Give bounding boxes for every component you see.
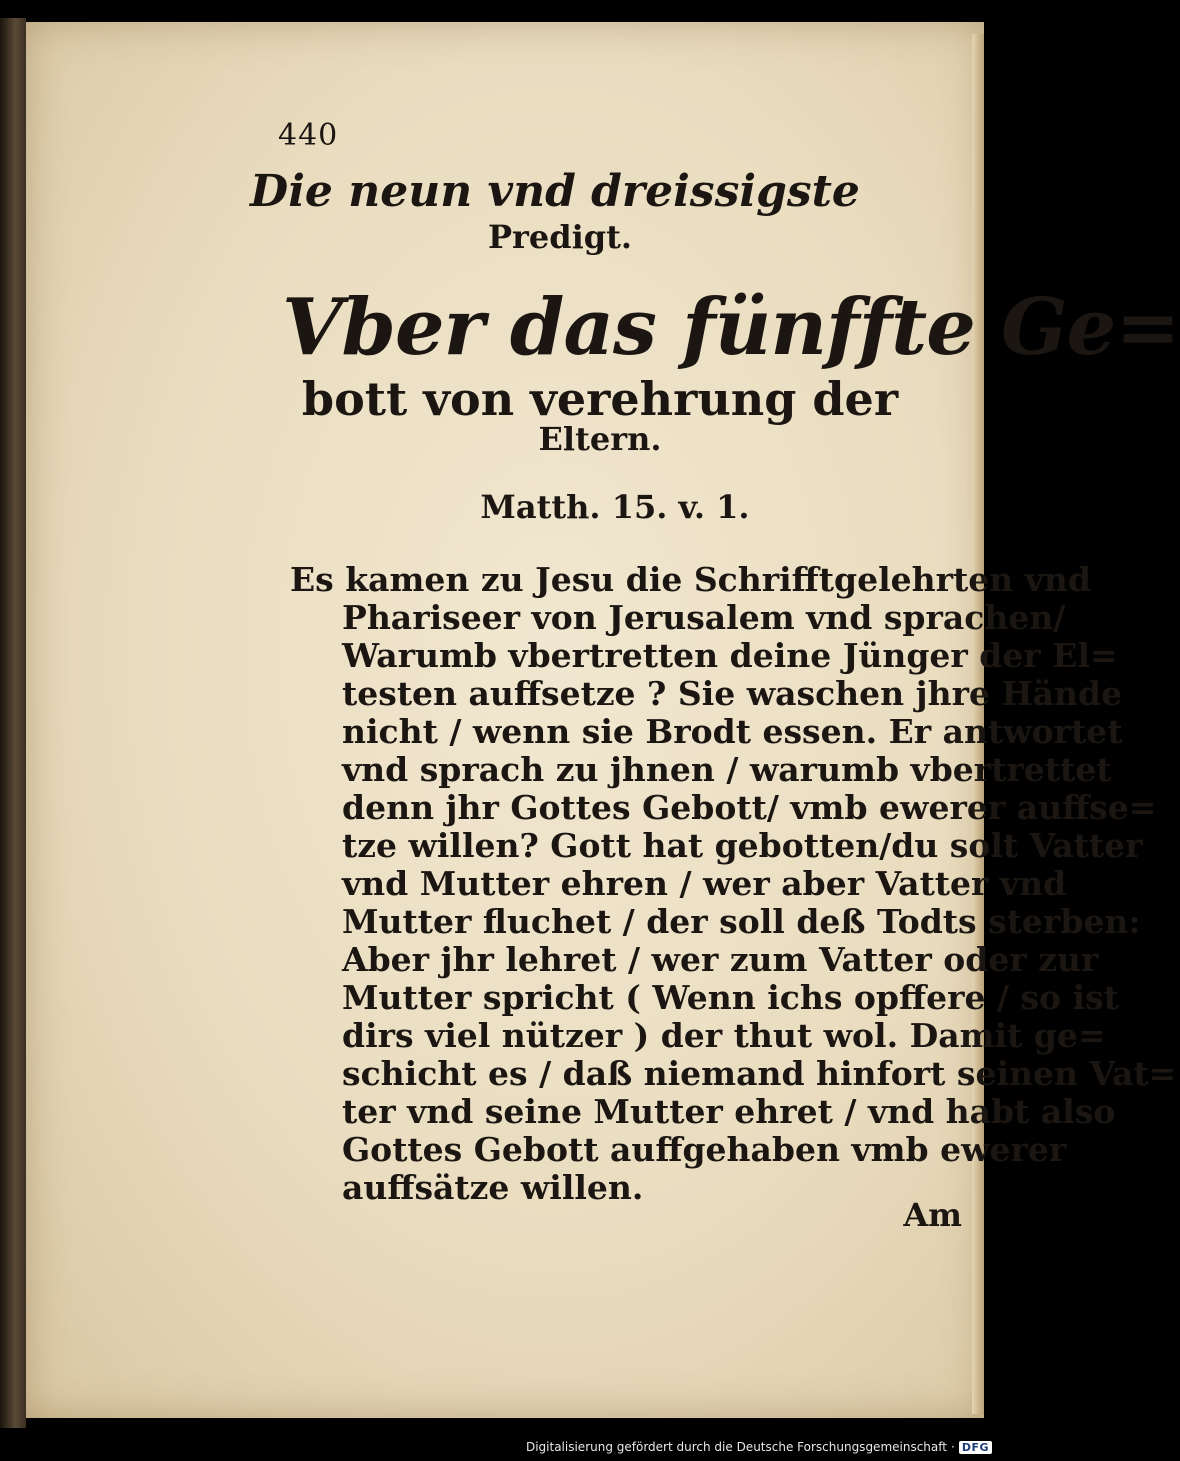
- footer-credit: Digitalisierung gefördert durch die Deutsche Forschungsgemeinschaft: [525, 1440, 947, 1454]
- body-line: auffsätze willen.: [342, 1168, 644, 1207]
- sermon-heading-subline: Predigt.: [487, 218, 633, 256]
- body-line: tze willen? Gott hat gebotten/du solt Vatter: [342, 826, 1143, 865]
- body-line: Mutter fluchet / der soll deß Todts sterben:: [342, 902, 1141, 941]
- body-line: Gottes Gebott auffgehaben vmb ewerer: [342, 1130, 1067, 1169]
- body-line: dirs viel nützer ) der thut wol. Damit ge=: [342, 1016, 1106, 1055]
- body-line: nicht / wenn sie Brodt essen. Er antwortet: [342, 712, 1123, 751]
- body-line: Mutter spricht ( Wenn ichs opffere / so ist: [342, 978, 1119, 1017]
- footer-separator: ·: [950, 1440, 955, 1454]
- body-line: Warumb vbertretten deine Jünger der El=: [342, 636, 1118, 675]
- scripture-citation: Matth. 15. v. 1.: [480, 488, 750, 526]
- body-line: Es kamen zu Jesu die Schrifftgelehrten vnd: [290, 560, 1091, 599]
- body-line: vnd Mutter ehren / wer aber Vatter vnd: [342, 864, 1067, 903]
- sermon-heading: Die neun vnd dreissigste: [250, 166, 860, 217]
- sermon-title-line-2: bott von verehrung der: [301, 372, 899, 426]
- body-line: schicht es / daß niemand hinfort seinen Vat=: [342, 1054, 1177, 1093]
- body-line: testen auffsetze ? Sie waschen jhre Hände: [342, 674, 1123, 713]
- page-number: 440: [278, 118, 339, 153]
- body-line: Aber jhr lehret / wer zum Vatter oder zur: [342, 940, 1099, 979]
- body-line: vnd sprach zu jhnen / warumb vbertrettet: [342, 750, 1112, 789]
- dfg-logo-icon: DFG: [959, 1441, 992, 1454]
- body-line: ter vnd seine Mutter ehret / vnd habt also: [342, 1092, 1116, 1131]
- sermon-title-line-1: Vber das fünffte Ge=: [282, 282, 1180, 373]
- digitization-footer: [526, 1440, 992, 1454]
- sermon-title-line-3: Eltern.: [538, 420, 662, 458]
- body-line: Phariseer von Jerusalem vnd sprachen/: [342, 598, 1066, 637]
- body-line: denn jhr Gottes Gebott/ vmb ewerer auffse=: [342, 788, 1157, 827]
- catchword: Am: [903, 1196, 962, 1234]
